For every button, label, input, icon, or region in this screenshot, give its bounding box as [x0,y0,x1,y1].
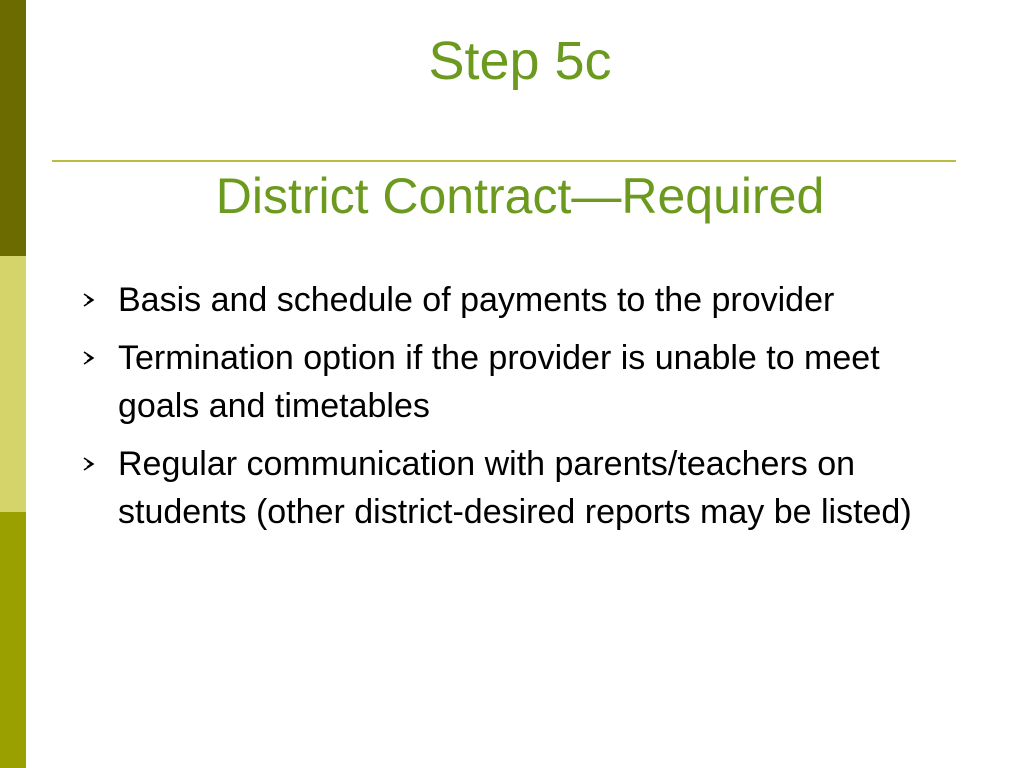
slide-title: Step 5c [428,31,612,91]
chevron-right-icon [82,440,102,488]
decorative-sidebar [0,0,26,768]
bullet-text: Basis and schedule of payments to the provider [118,281,835,319]
slide-subtitle: District Contract—Required [215,168,825,224]
bullet-text: Regular communication with parents/teachers on students (other district-desired reports may be listed) [118,445,912,531]
sidebar-segment-middle [0,256,26,512]
title-divider [52,160,956,162]
bullet-item [78,440,958,536]
bullet-list [78,276,958,546]
bullet-item [78,276,958,324]
bullet-item [78,334,958,430]
sidebar-segment-bottom [0,512,26,768]
bullet-text: Termination option if the provider is unable to meet goals and timetables [118,339,880,425]
chevron-right-icon [82,334,102,382]
chevron-right-icon [82,276,102,324]
